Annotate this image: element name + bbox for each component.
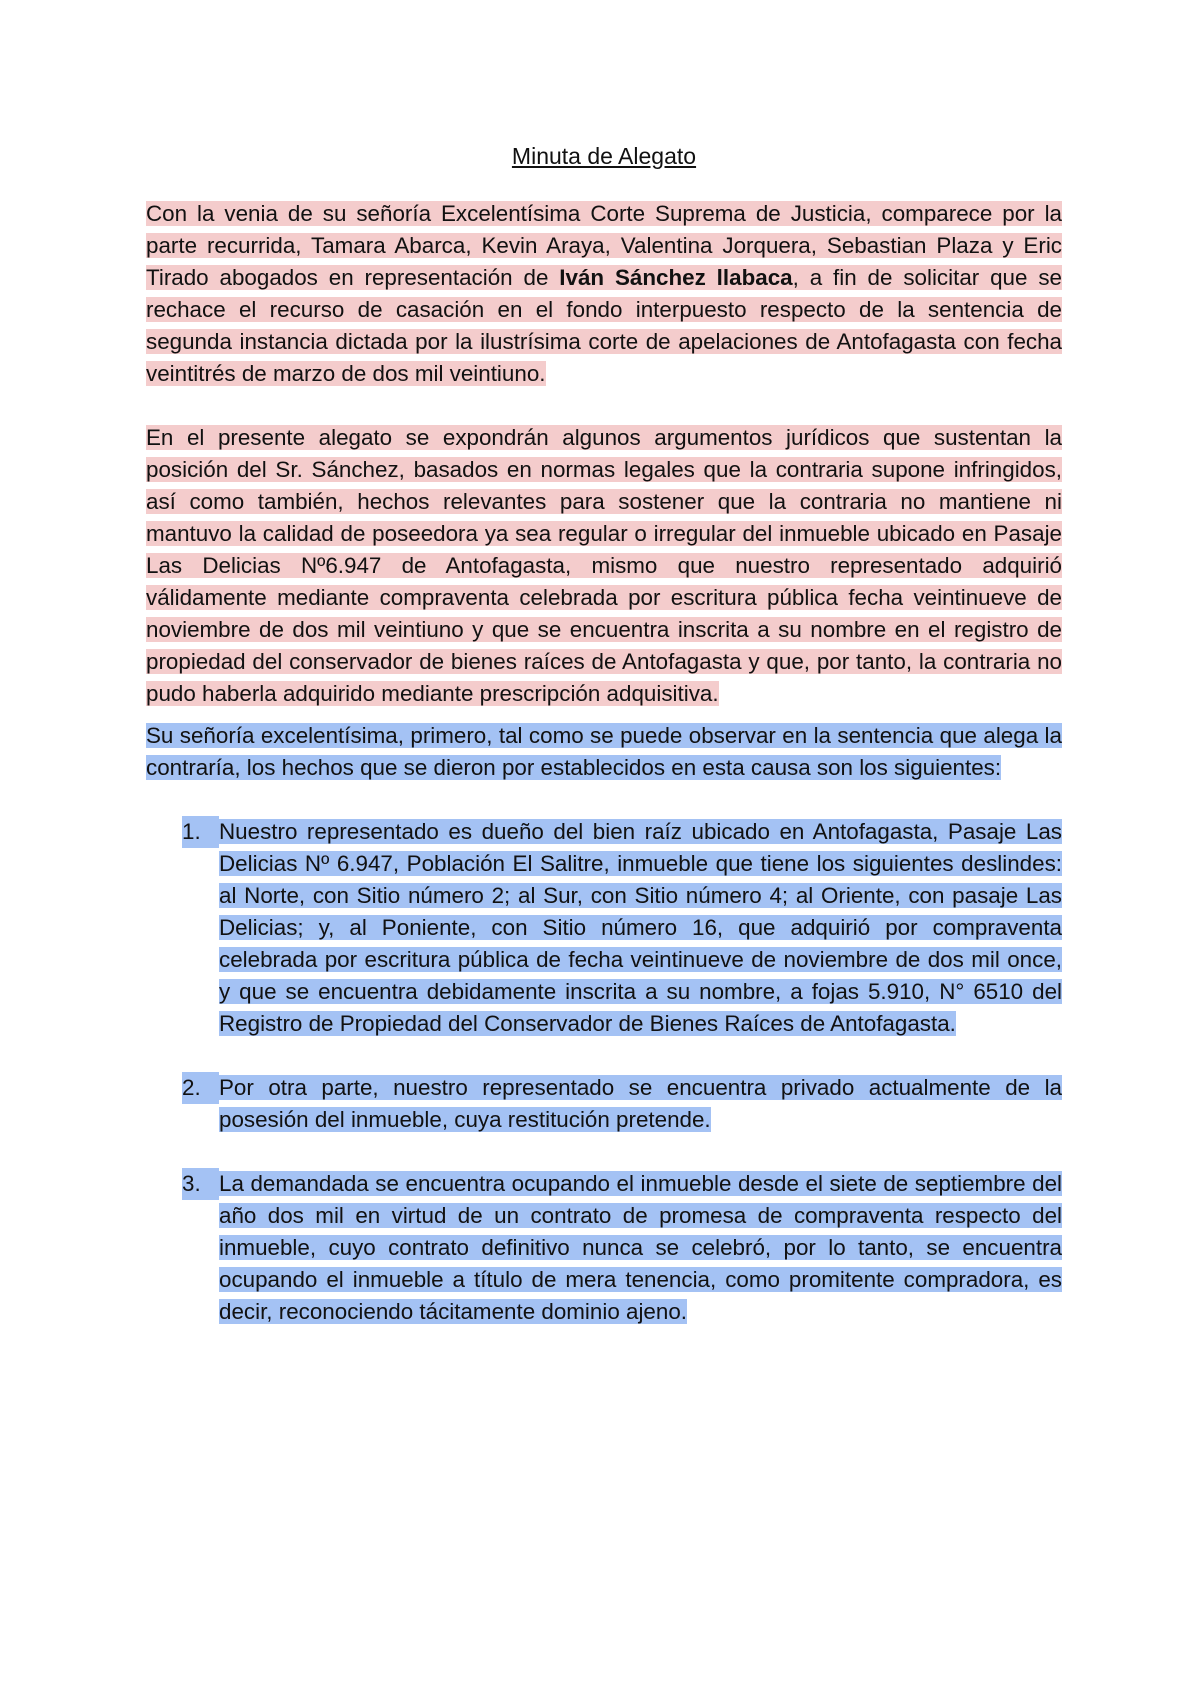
spacer bbox=[146, 1136, 1062, 1168]
list-item-number: 2. bbox=[182, 1072, 219, 1104]
paragraph-facts-intro-text: Su señoría excelentísima, primero, tal como se puede observar en la sentencia que alega la contraría, los hechos que se dieron por establecidos en esta causa son los siguientes: bbox=[146, 723, 1062, 780]
list-item-text: La demandada se encuentra ocupando el inmueble desde el siete de septiembre del año dos mil en virtud de un contrato de promesa de compraventa respecto del inmueble, cuyo contrato definitivo nunca se celebró, por lo tanto, se encuentra ocupando el inmueble a título de mera tenencia, como promitente compradora, es decir, reconociendo tácitamente dominio ajeno. bbox=[219, 1171, 1062, 1324]
list-item bbox=[146, 1072, 1062, 1136]
paragraph-intro-after-name: , a fin de solicitar que se rechace el recurso de casación en el fondo interpuesto respecto de la sentencia de segunda instancia dictada por la ilustrísima corte de apelaciones de Antofagasta con fecha veintitrés de marzo de dos mil veintiuno. bbox=[146, 265, 1062, 386]
paragraph-facts-intro bbox=[146, 720, 1062, 784]
spacer bbox=[146, 1040, 1062, 1072]
paragraph-arguments-text: En el presente alegato se expondrán algunos argumentos jurídicos que sustentan la posición del Sr. Sánchez, basados en normas legales que la contraria supone infringidos, así como también, hechos relevantes para sostener que la contraria no mantiene ni mantuvo la calidad de poseedora ya sea regular o irregular del inmueble ubicado en Pasaje Las Delicias Nº6.947 de Antofagasta, mismo que nuestro representado adquirió válidamente mediante compraventa celebrada por escritura pública fecha veintinueve de noviembre de dos mil veintiuno y que se encuentra inscrita a su nombre en el registro de propiedad del conservador de bienes raíces de Antofagasta y que, por tanto, la contraria no pudo haberla adquirido mediante prescripción adquisitiva. bbox=[146, 425, 1062, 706]
list-item-number: 1. bbox=[182, 816, 219, 848]
paragraph-introduction bbox=[146, 198, 1062, 390]
facts-list bbox=[146, 816, 1062, 1328]
paragraph-arguments bbox=[146, 422, 1062, 710]
list-item bbox=[146, 1168, 1062, 1328]
spacer bbox=[146, 710, 1062, 720]
title-text: Minuta de Alegato bbox=[511, 143, 697, 169]
list-item-number: 3. bbox=[182, 1168, 219, 1200]
paragraph-intro-before-name: Con la venia de su señoría Excelentísima Corte Suprema de Justicia, comparece por la parte recurrida, Tamara Abarca, Kevin Araya, Valentina Jorquera, Sebastian Plaza y Eric Tirado abogados en representación de bbox=[146, 201, 1062, 290]
list-item-text: Por otra parte, nuestro representado se encuentra privado actualmente de la posesión del inmueble, cuya restitución pretende. bbox=[219, 1075, 1062, 1132]
list-item-text: Nuestro representado es dueño del bien raíz ubicado en Antofagasta, Pasaje Las Delicias Nº 6.947, Población El Salitre, inmueble que tiene los siguientes deslindes: al Norte, con Sitio número 2; al Sur, con Sitio número 4; al Oriente, con pasaje Las Delicias; y, al Poniente, con Sitio número 16, que adquirió por compraventa celebrada por escritura pública de fecha veintinueve de noviembre de dos mil once, y que se encuentra debidamente inscrita a su nombre, a fojas 5.910, N° 6510 del Registro de Propiedad del Conservador de Bienes Raíces de Antofagasta. bbox=[219, 819, 1062, 1036]
spacer bbox=[146, 784, 1062, 816]
list-item bbox=[146, 816, 1062, 1040]
client-name: Iván Sánchez llabaca bbox=[559, 265, 793, 290]
document-title bbox=[146, 140, 1062, 172]
spacer bbox=[146, 390, 1062, 422]
document-page bbox=[146, 140, 1062, 1328]
